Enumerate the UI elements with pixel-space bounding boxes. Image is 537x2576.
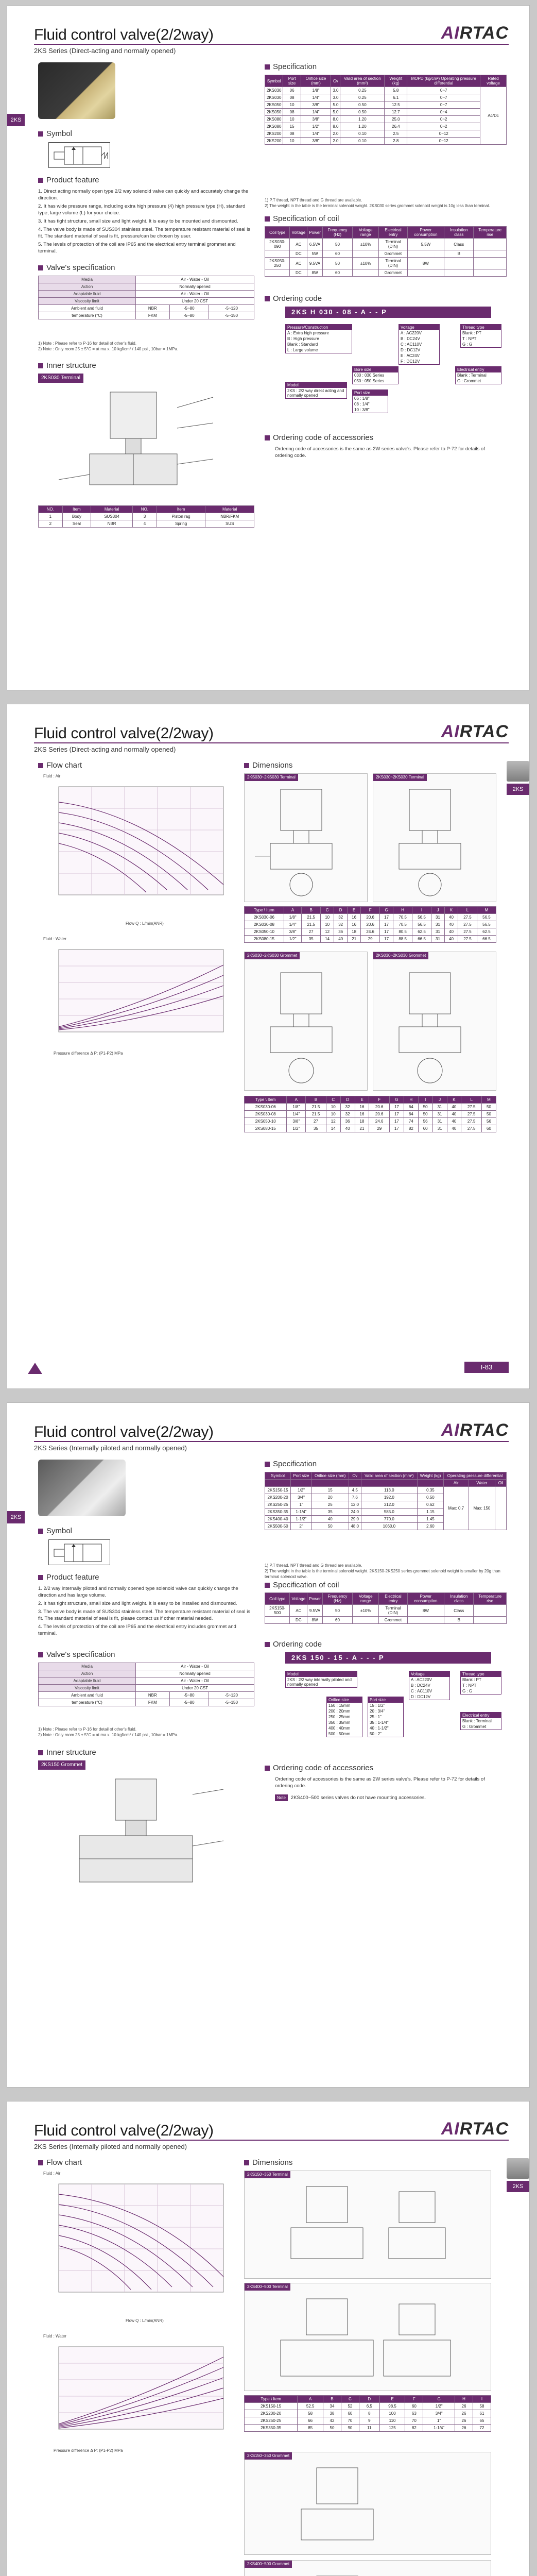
flow-chart-water [38,944,234,1047]
ordering-code-bar: 2KS H 030 - 08 - A - - P [285,307,491,318]
page-title: Fluid control valve(2/2way) [34,26,214,43]
order-box-voltage: Voltage A : AC220V B : DC24V C : AC110V D : DC12V E : AC24V F : DC12V [399,324,440,365]
valve-spec-heading: Valve's specification [38,1650,115,1659]
valve-spec-table: Media Air - Water - Oil Action Normally opened Adaptable fluid Air - Water - Oil Viscosity limit Under 20 CST Ambient and fluid NBR -5~80 -5~120 temperature (°C) FKM -5~80 -5~150 [38,1663,254,1706]
valve-drawing-icon [245,774,368,903]
page-number: I-83 [464,1362,509,1373]
inner-structure-heading: Inner structure [38,1748,96,1757]
flow-chart-heading: Flow chart [38,2158,82,2167]
page-title: Fluid control valve(2/2way) [34,725,214,742]
catalog-page-4 [7,2101,530,2576]
inner-structure-tab: 2KS030 Terminal [38,374,83,383]
accessories-text: Ordering code of accessories is the same as 2W series valve's. Please refer to P-72 for details of ordering code. [275,1776,485,1789]
feature-list: 1. Direct acting normally open type 2/2 way solenoid valve can quickly and accurately change the direction. 2. It has wide pressure range, including extra high pressure (4) high pressure type (H), standard type, large volume (L) for your choice. 3. It has tight structure, small size and light weight. It is easy to be mounted and dismounted. 4. The valve body is made of SUS304 stainless steel. The temperature resistant material of seal is fit. The standard material of seal is fit, pressure/can be chosen by user. 5. The levels of protection of the coil are IP65 and the electrical entry terminal grommet and terminal. [38,189,251,254]
order-box-thread: Thread type Blank : PT T : NPT G : G [460,1671,501,1694]
dimensions-heading: Dimensions [244,761,292,770]
flow-chart-air [38,782,234,916]
page-subtitle: 2KS Series (Internally piloted and normally opened) [34,1444,187,1452]
coil-spec-heading: Specification of coil [265,214,339,223]
chart1-fluid-label: Fluid : Air [43,2171,61,2176]
drawing-grommet-a: 2KS030~2KS030 Grommet [244,952,368,1091]
dimensions-heading: Dimensions [244,2158,292,2167]
order-box-port: Port size 15 : 1/2" 20 : 3/4" 25 : 1" 35 : 1-1/4" 40 : 1-1/2" 50 : 2" [368,1697,404,1737]
order-box-model: Model 2KS : 2/2 way direct acting and normally opened [285,382,347,399]
airtac-logo: AIRTAC [441,722,509,741]
side-tab-photo [507,761,529,782]
header-rule [34,1441,509,1442]
drawing-terminal-large: 2KS400~500 Terminal [244,2283,491,2391]
order-box-voltage: Voltage A : AC220V B : DC24V C : AC110V D : DC12V [409,1671,450,1700]
order-box-electrical: Electrical entry Blank : Terminal G : Grommet [455,366,501,384]
airtac-logo: AIRTAC [441,23,509,43]
page-subtitle: 2KS Series (Internally piloted and normally opened) [34,2143,187,2150]
airtac-logo: AIRTAC [441,1420,509,1440]
airtac-logo: AIRTAC [441,2119,509,2139]
ordering-code-bar: 2KS 150 - 15 - A - - - P [285,1652,491,1664]
inner-structure-tab: 2KS150 Grommet [38,1760,85,1770]
ordering-code-heading: Ordering code [265,1640,322,1649]
valve-spec-table: Media Air - Water - Oil Action Normally opened Adaptable fluid Air - Water - Oil Viscosity limit Under 20 CST Ambient and fluid NBR -5~80 -5~120 temperature (°C) FKM -5~80 -5~150 [38,276,254,319]
chart1-x-label: Flow Q : L/min(ANR) [126,921,164,926]
valve-drawing-icon [373,774,497,903]
drawing-grommet-small: 2KS150~350 Grommet [244,2452,491,2555]
accessories-heading: Ordering code of accessories [265,433,373,442]
product-feature-heading: Product feature [38,1573,99,1582]
valve-symbol-icon [48,142,110,168]
dimensions-table-terminal: Type \ Item A B C D E F G H I J K L M 2KS030-06 1/8" 21.5 10 32 16 20.6 17 70.5 56.5 31 40 27.5 56.5 2KS030-08 1/4" 21.5 10 32 16 20.6 17 70.5 56.5 31 40 27.5 56.5 2KS050-10 3/8" 27 12 36 18 24.6 17 80.5 62.5 31 40 27.5 62.5 2KS080-15 1/2" 35 14 40 21 29 17 88.5 66.5 31 40 27.5 66.5 [244,906,496,943]
ordering-code-heading: Ordering code [265,294,322,303]
flow-chart-water [38,2342,234,2445]
symbol-heading: Symbol [38,1527,72,1535]
valve-drawing-icon [245,2452,492,2555]
valve-photo [38,62,115,119]
catalog-page-1 [7,5,530,690]
accessories-text: Ordering code of accessories is the same as 2W series valve's. Please refer to P-72 for details of ordering code. [275,446,485,459]
catalog-page-2 [7,704,530,1389]
page-title: Fluid control valve(2/2way) [34,2122,214,2139]
specification-heading: Specification [265,1460,317,1468]
accessories-heading: Ordering code of accessories [265,1764,373,1772]
page-subtitle: 2KS Series (Direct-acting and normally opened) [34,47,176,55]
flow-chart-heading: Flow chart [38,761,82,770]
order-box-thread: Thread type Blank : PT T : NPT G : G [460,324,501,348]
drawing-terminal-a: 2KS030~2KS030 Terminal [244,773,368,902]
coil-spec-table: Coil type Voltage Power Frequency (Hz) Voltage range Electrical entry Power consumption Insulation class Temperature rise 2KS150-500 AC 9.5VA 50 ±10% Terminal (DIN) 8W Class DC 8W 60 Grommet B [265,1592,507,1624]
coil-spec-heading: Specification of coil [265,1581,339,1589]
side-tab: 2KS [507,761,529,795]
drawing-grommet-large: 2KS400~500 Grommet [244,2560,491,2576]
side-tab: 2KS [7,1511,25,1523]
chart2-x-label: Pressure difference Δ P: (P1-P2) MPa [54,2448,123,2453]
valve-photo [38,1460,126,1516]
chart2-x-label: Pressure difference Δ P: (P1-P2) MPa [54,1051,123,1056]
valve-drawing-icon [245,2283,492,2392]
order-box-bore: Bore size 030 : 030 Series 050 : 050 Series [352,366,399,384]
inner-structure-drawing [48,1774,244,1908]
order-box-orifice: Orifice size 150 : 15mm 200 : 20mm 250 : 25mm 350 : 35mm 400 : 40mm 500 : 50mm [326,1697,362,1737]
specification-table: Symbol Port size Orifice size (mm) Cv Valid area of section (mm²) Weight (kg) MOPD (kg/cm²) Operating pressure differential Rated voltage 2KS030 06 1/8" 3.0 0.25 5.8 0~7 Ac/Dc 2KS030 08 1/4" 3.0 0.25 6.1 0~7 2KS050 10 3/8" 5.0 0.50 12.5 0~7 2KS050 08 1/4" 5.0 0.50 12.7 0~4 2KS080 10 3/8" 8.0 1.20 25.0 0~2 2KS080 15 1/2" 8.0 1.20 26.4 0~2 2KS200 08 1/4" 2.0 0.10 2.5 0~12 2KS200 10 3/8" 2.0 0.10 2.8 0~12 [265,75,507,145]
side-tab: 2KS [507,2158,529,2192]
coil-spec-table: Coil type Voltage Power Frequency (Hz) Voltage range Electrical entry Power consumption Insulation class Temperature rise 2KS030-090 AC 6.5VA 50 ±10% Terminal (DIN) 5.5W Class DC 5W 60 Grommet B 2KS050-250 AC 9.5VA 50 ±10% Terminal (DIN) 8W DC 8W 60 Grommet [265,226,507,277]
accessories-note: Note 2KS400~500 series valves do not have mounting accessories. [275,1794,501,1801]
inner-material-table: NO. Item Material NO. Item Material 1 Body SUS304 3 Piston rag NBR/FKM 2 Seal NBR 4 Spring SUS [38,505,254,528]
valve-spec-notes: 1) Note : Please refer to P-16 for detail of other's fluid. 2) Note : Only room 25 ± 5°C = at ma x. 10 kgf/cm² / 140 psi , 10bar = 1MPa. [38,341,179,351]
page-corner-mark [28,1363,42,1374]
inner-structure-heading: Inner structure [38,361,96,370]
page-title: Fluid control valve(2/2way) [34,1423,214,1440]
side-tab: 2KS [7,114,25,126]
valve-drawing-icon [245,2171,492,2279]
dimensions-table-1: Type \ Item A B C D E F G H I 2KS150-15 52.5 34 52 6.5 98.5 60 1/2" 26 58 2KS200-20 58 38 60 8 100 63 3/4" 26 61 2KS250-25 66 42 70 9 110 70 1" 26 65 2KS350-35 85 50 90 11 125 82 1-1/4" 26 72 [244,2395,491,2432]
drawing-terminal-b: 2KS030~2KS030 Terminal [373,773,496,902]
header-rule [34,44,509,45]
valve-drawing-icon [373,952,497,1091]
feature-list: 1. 2/2 way internally piloted and normally opened type solenoid valve can quickly change the direction and has large volume. 2. It has tight structure, small size and light weight. It is easy to be installed and dismounted. 3. The valve body is made of SUS304 stainless steel. The temperature resistant material of seal is fit. The standard material of seal is fit, please contact us if other material needed. 4. The levels of protection of the coil are IP65 and the electrical entry includes grommet and terminal. [38,1586,251,1636]
catalog-page-3 [7,1402,530,2088]
spec-footnotes: 1) P.T thread, NPT thread and G thread are available. 2) The weight in the table is the terminal solenoid weight. 2KS030 series grommet solenoid weight is 10g less than terminal. [265,198,490,208]
order-box-port: Port size 06 : 1/8" 08 : 1/4" 10 : 3/8" [352,389,388,413]
symbol-heading: Symbol [38,129,72,138]
valve-symbol-icon [48,1539,110,1565]
valve-spec-notes: 1) Note : Please refer to P-16 for detail of other's fluid. 2) Note : Only room 25 ± 5°C = at ma x. 10 kgf/cm² / 140 psi , 10bar = 1MPa. [38,1727,179,1737]
header-rule [34,2140,509,2141]
side-tab-photo [507,2158,529,2179]
valve-spec-heading: Valve's specification [38,263,115,272]
order-box-pressure: Pressure/Construction A : Extra high pressure B : High pressure Blank : Standard L : Large volume [285,324,352,353]
chart1-x-label: Flow Q : L/min(ANR) [126,2318,164,2323]
spec-footnotes: 1) P.T thread, NPT thread and G thread are available. 2) The weight in the table is the terminal solenoid weight. 2KS150-2KS250 series grommet solenoid weight is smaller by 20g than terminal solenoid valve. [265,1563,500,1579]
chart1-fluid-label: Fluid : Air [43,774,61,778]
flow-chart-air [38,2179,234,2313]
valve-drawing-icon [245,952,368,1091]
drawing-grommet-b: 2KS030~2KS030 Grommet [373,952,496,1091]
product-feature-heading: Product feature [38,176,99,184]
drawing-terminal-small: 2KS150~350 Terminal [244,2171,491,2279]
chart2-fluid-label: Fluid : Water [43,937,67,941]
header-rule [34,742,509,743]
order-box-model: Model 2KS : 2/2 way internally piloted and normally opened [285,1671,357,1688]
specification-table: Symbol Port size Orifice size (mm) Cv Valid area of section (mm²) Weight (kg) Operating pressure differential Air Water Oil 2KS150-15 1/2" 15 4.5 113.0 0.35 Max: 0.7 Max: 150 2KS200-20 3/4" 20 7.6 192.0 0.50 2KS250-25 1" 25 12.0 312.0 0.62 2KS350-35 1-1/4" 35 24.0 585.0 1.15 2KS400-40 1-1/2" 40 29.0 770.0 1.45 2KS500-50 2" 50 48.0 1060.0 2.60 [265,1472,507,1530]
specification-heading: Specification [265,62,317,71]
order-box-electrical: Electrical entry Blank : Terminal G : Grommet [460,1712,501,1730]
dimensions-table-grommet: Type \ Item A B C D E F G H I J K L M 2KS030-06 1/8" 21.5 10 32 16 20.6 17 64 50 31 40 27.5 50 2KS030-08 1/4" 21.5 10 32 16 20.6 17 64 50 31 40 27.5 50 2KS050-10 3/8" 27 12 36 18 24.6 17 74 56 31 40 27.5 56 2KS080-15 1/2" 35 14 40 21 29 17 82 60 31 40 27.5 60 [244,1096,496,1132]
page-subtitle: 2KS Series (Direct-acting and normally opened) [34,745,176,753]
chart2-fluid-label: Fluid : Water [43,2334,67,2338]
inner-structure-drawing [48,387,244,500]
